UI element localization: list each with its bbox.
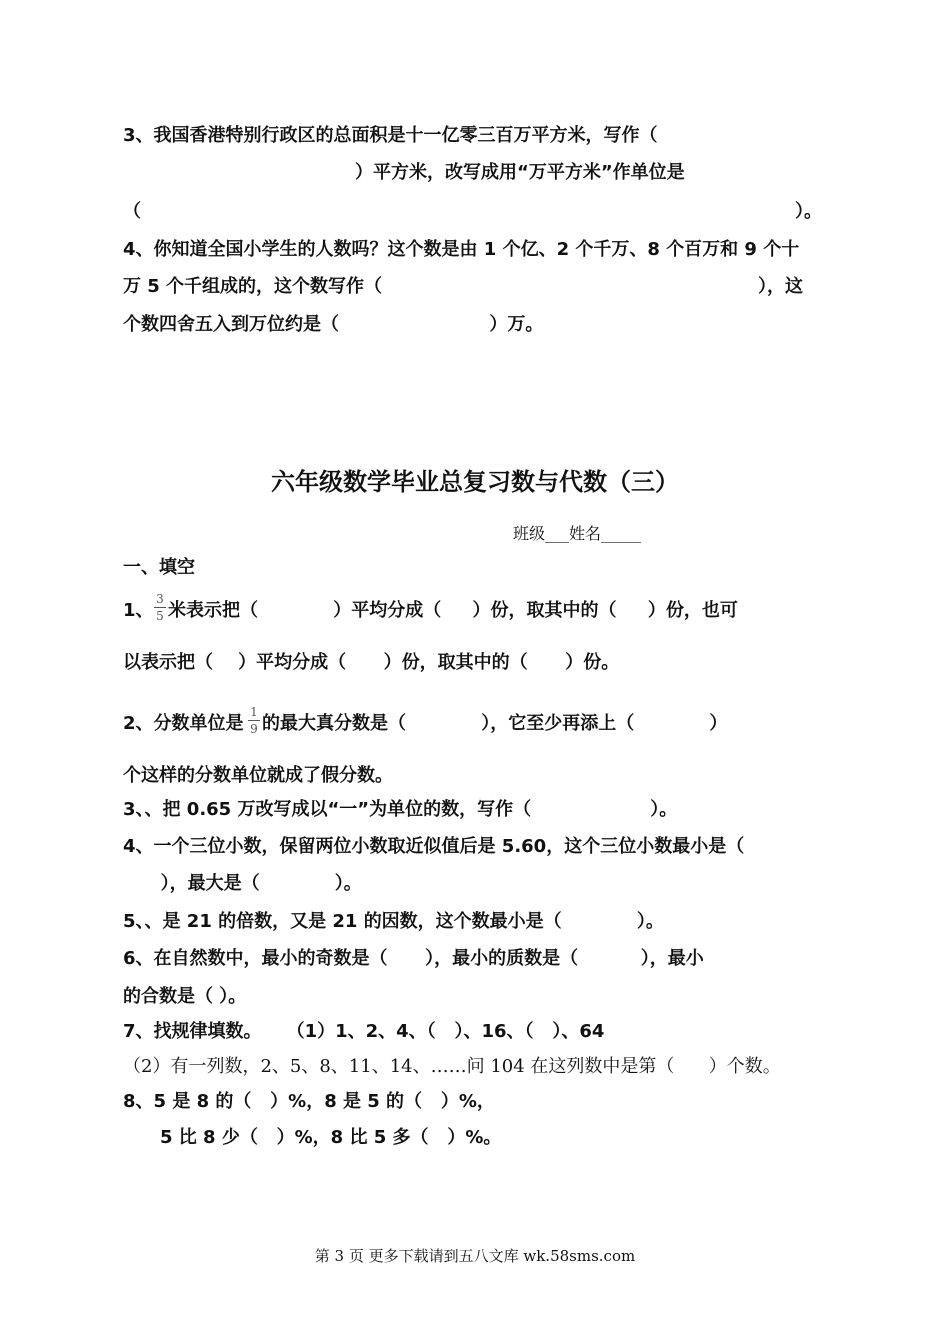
- q2-fraction: [248, 705, 260, 736]
- q7-line2: （2）有一列数，2、5、8、11、14、……问 104 在这列数中是第（ ）个数。: [123, 1056, 781, 1077]
- top-q4-line1: 4、你知道全国小学生的人数吗？这个数是由 1 个亿、2 个千万、8 个百万和 9 个十: [123, 239, 800, 260]
- q1-line2: 以表示把（ ）平均分成（ ）份，取其中的（ ）份。: [123, 652, 620, 673]
- q2-fraction-numerator: 1: [250, 705, 258, 719]
- page-footer: 第 3 页 更多下载请到五八文库 wk.58sms.com: [314, 1247, 636, 1265]
- q2-line2: 个这样的分数单位就成了假分数。: [123, 765, 393, 786]
- q6-line1: 6、在自然数中，最小的奇数是（ ），最小的质数是（ ），最小: [123, 948, 704, 969]
- q1-fraction-numerator: 3: [156, 592, 164, 606]
- q3: 3、、把 0.65 万改写成以“一”为单位的数，写作（ ）。: [123, 799, 678, 820]
- q7-line1: 7、找规律填数。 （1）1、2、4、（ ）、16、（ ）、64: [123, 1021, 605, 1042]
- q2-fraction-denominator: 9: [250, 722, 258, 736]
- class-name-field: 班级___姓名_____: [513, 524, 642, 543]
- q1-line1: 米表示把（ ）平均分成（ ）份，取其中的（ ）份，也可: [168, 600, 738, 621]
- q6-line2: 的合数是（ ）。: [123, 986, 247, 1007]
- q4-line1: 4、一个三位小数，保留两位小数取近似值后是 5.60，这个三位小数最小是（: [123, 836, 745, 857]
- top-q3-line3-open: （: [123, 201, 141, 222]
- top-q3-line1: 3、我国香港特别行政区的总面积是十一亿零三百万平方米，写作（: [123, 125, 658, 146]
- top-q3-line3-close: ）。: [795, 201, 822, 222]
- q2-fraction-bar: [248, 720, 260, 721]
- q8-line2: 5 比 8 少（ ）%，8 比 5 多（ ）%。: [160, 1127, 502, 1148]
- top-q4-line3: 个数四舍五入到万位约是（ ）万。: [123, 314, 544, 335]
- page-title: 六年级数学毕业总复习数与代数（三）: [271, 468, 679, 496]
- q1-prefix: 1、: [123, 600, 154, 621]
- q2-prefix: 2、分数单位是: [123, 713, 244, 734]
- q2-line1: 的最大真分数是（ ），它至少再添上（ ）: [262, 713, 728, 734]
- q5: 5、、是 21 的倍数，又是 21 的因数，这个数最小是（ ）。: [123, 911, 664, 932]
- q1-fraction-denominator: 5: [156, 609, 164, 623]
- q8-line1: 8、5 是 8 的（ ）%，8 是 5 的（ ）%，: [123, 1091, 495, 1112]
- q4-line2: ），最大是（ ）。: [123, 873, 362, 894]
- q1-fraction: [154, 592, 166, 623]
- top-q3-line2: ）平方米，改写成用“万平方米”作单位是: [355, 162, 685, 183]
- top-q4-line2-a: 万 5 个千组成的，这个数写作（: [123, 276, 383, 297]
- top-q4-line2-b: ），这: [758, 276, 803, 297]
- q1-fraction-bar: [154, 607, 166, 608]
- section-heading: 一、填空: [123, 557, 195, 578]
